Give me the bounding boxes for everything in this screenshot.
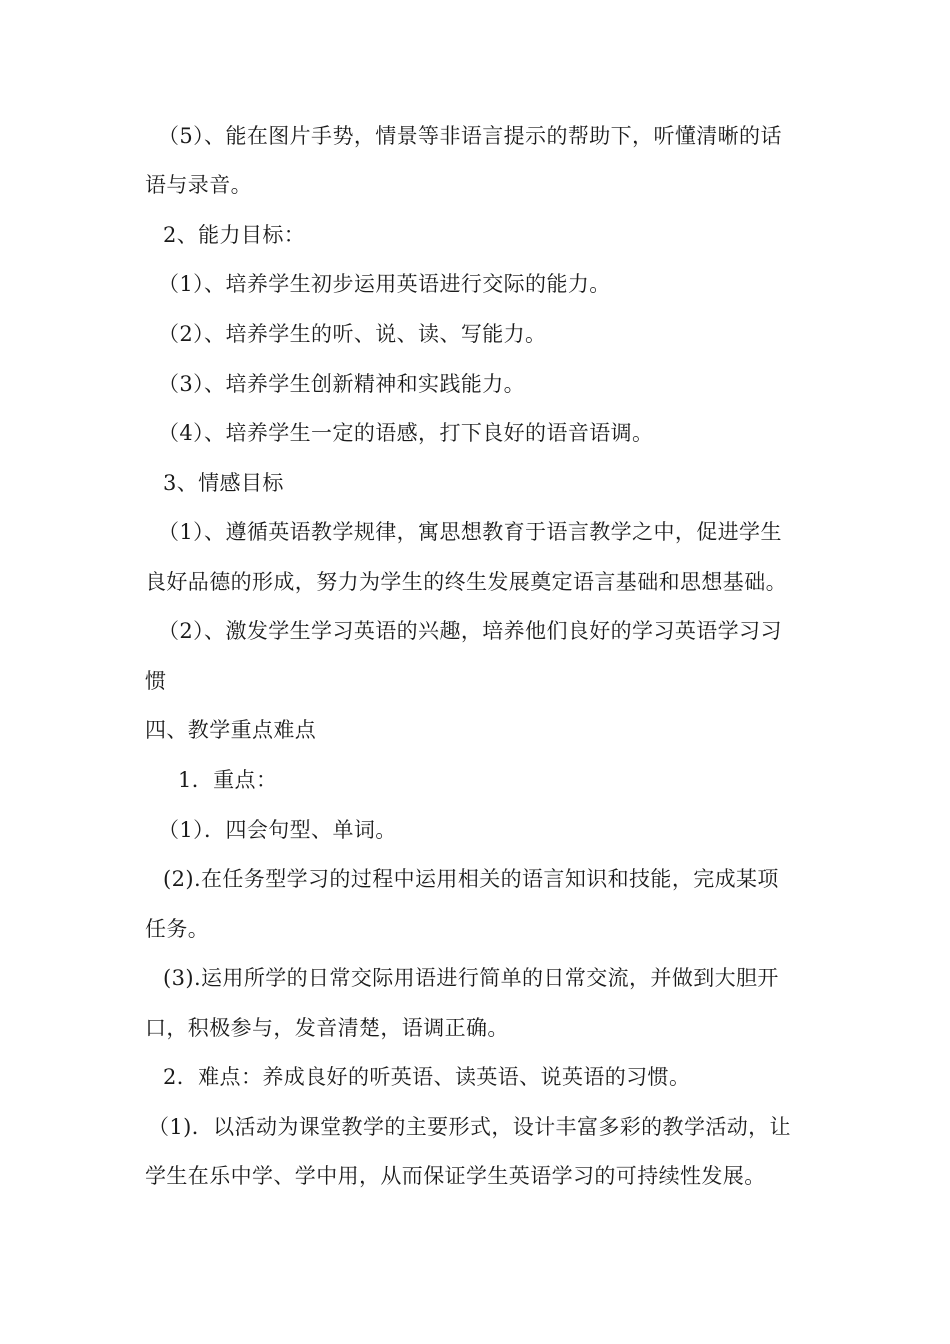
text-line: 良好品德的形成，努力为学生的终生发展奠定语言基础和思想基础。 [145,570,787,594]
text-line: （1）．四会句型、单词。 [158,818,397,842]
subsection-heading: 2．难点：养成良好的听英语、读英语、说英语的习惯。 [163,1065,691,1089]
text-line: （1）、遵循英语教学规律，寓思想教育于语言教学之中，促进学生 [158,520,782,544]
text-line: (2).在任务型学习的过程中运用相关的语言知识和技能，完成某项 [163,867,779,891]
text-line: （1）、培养学生初步运用英语进行交际的能力。 [158,272,611,296]
text-line: （4）、培养学生一定的语感，打下良好的语音语调。 [158,421,654,445]
text-line: 语与录音。 [145,173,252,197]
text-line: （2）、激发学生学习英语的兴趣，培养他们良好的学习英语学习习 [158,619,782,643]
text-line: 惯 [145,669,167,693]
text-line: 口，积极参与，发音清楚，语调正确。 [145,1016,509,1040]
text-line: 学生在乐中学、学中用，从而保证学生英语学习的可持续性发展。 [145,1164,766,1188]
text-line: （5）、能在图片手势，情景等非语言提示的帮助下，听懂清晰的话 [158,124,782,148]
section-heading: 3、情感目标 [163,471,284,495]
text-line: （3）、培养学生创新精神和实践能力。 [158,372,526,396]
text-line: 任务。 [145,917,210,941]
section-heading: 四、教学重点难点 [145,718,317,742]
text-line: (3).运用所学的日常交际用语进行简单的日常交流，并做到大胆开 [163,966,779,990]
subsection-heading: 1．重点： [178,768,278,792]
text-line: （2）、培养学生的听、说、读、写能力。 [158,322,547,346]
section-heading: 2、能力目标： [163,223,306,247]
text-line: （1)．以活动为课堂教学的主要形式，设计丰富多彩的教学活动，让 [148,1115,791,1139]
